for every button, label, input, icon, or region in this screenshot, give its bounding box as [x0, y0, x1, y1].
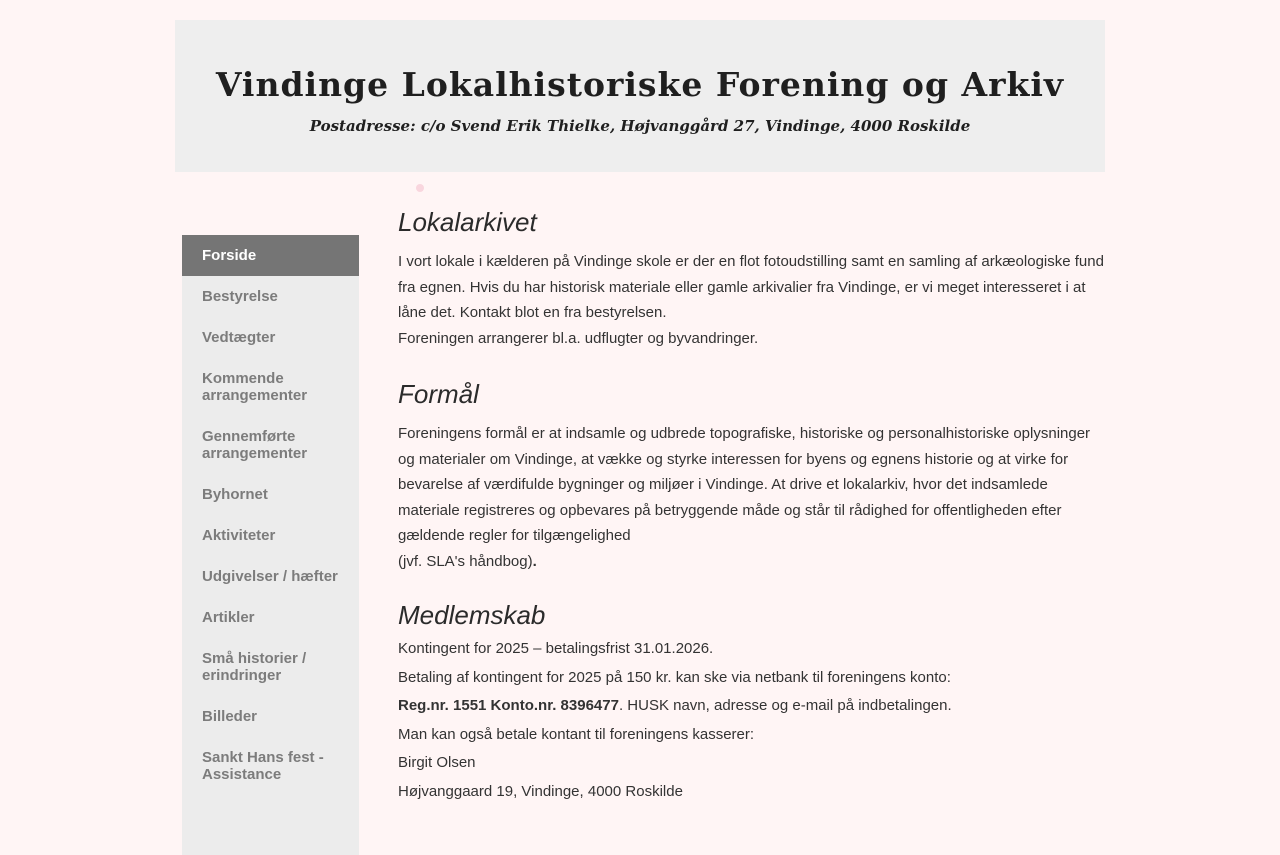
sidebar-item-kommende-arrangementer[interactable]: Kommende arrangementer: [202, 370, 308, 404]
paragraph: Foreningen arrangerer bl.a. udflugter og byvandringer.: [398, 329, 759, 347]
sidebar-item-artikler[interactable]: Artikler: [202, 609, 255, 626]
site-subtitle: Postadresse: c/o Svend Erik Thielke, Højvanggård 27, Vindinge, 4000 Roskilde: [309, 117, 971, 135]
treasurer-name: Birgit Olsen: [398, 754, 476, 771]
account-note: . HUSK navn, adresse og e-mail på indbetalingen.: [618, 697, 952, 714]
sidebar-item-billeder[interactable]: Billeder: [202, 708, 258, 725]
sidebar-item-bestyrelse[interactable]: Bestyrelse: [202, 288, 278, 305]
note-text: (jvf. SLA's håndbog): [398, 552, 533, 570]
membership-deadline-line: Kontingent for 2025 – betalingsfrist 31.01.2026.: [398, 640, 714, 657]
account-number: Reg.nr. 1551 Konto.nr. 8396477: [398, 697, 619, 714]
site-header: [175, 20, 1105, 172]
section-medlemskab: [398, 600, 1105, 804]
site-title: Vindinge Lokalhistoriske Forening og Arkiv: [215, 65, 1065, 104]
sidebar-item-gennemfoerte-arrangementer[interactable]: Gennemførte arrangementer: [202, 428, 308, 462]
membership-account-line: [398, 693, 1105, 719]
section-heading-medlemskab: Medlemskab: [398, 600, 546, 630]
paragraph: I vort lokale i kælderen på Vindinge skole er der en flot fotoudstilling samt en samling af arkæologiske fund fra egnen. Hvis du har historisk materiale eller gamle arkivalier fra Vindinge, er vi meget interesseret i at låne det. Kontakt blot en fra bestyrelsen.: [398, 253, 1104, 321]
sidebar-item-smaa-historier-erindringer[interactable]: Små historier / erindringer: [202, 650, 307, 684]
main-content: [398, 207, 1105, 807]
treasurer-address: Højvanggaard 19, Vindinge, 4000 Roskilde: [398, 782, 683, 800]
section-heading-lokalarkivet: Lokalarkivet: [398, 207, 537, 237]
paragraph: Foreningens formål er at indsamle og udbrede topografiske, historiske og personalhistoriske oplysninger og materialer om Vindinge, at vække og styrke interessen for byens og egnens historie og at virke for bevarelse af værdifulde bygninger og miljøer i Vindinge. At drive et lokalarkiv, hvor det indsamlede materiale registreres og opbevares på betryggende måde og står til rådighed for offentligheden efter gældende regler for tilgængelighed: [398, 425, 1091, 544]
sidebar-item-sankt-hans-fest[interactable]: Sankt Hans fest - Assistance: [202, 749, 324, 783]
sidebar-item-aktiviteter[interactable]: Aktiviteter: [202, 527, 276, 544]
sidebar-item-forside[interactable]: Forside: [182, 235, 359, 276]
sidebar-nav: [182, 235, 359, 855]
paragraph-note: [398, 549, 1105, 575]
section-heading-formaal: Formål: [398, 379, 479, 409]
sidebar-item-byhornet[interactable]: Byhornet: [202, 486, 268, 503]
membership-payment-line: Betaling af kontingent for 2025 på 150 kr. kan ske via netbank til foreningens konto:: [398, 668, 951, 686]
membership-cash-line: Man kan også betale kontant til foreningens kasserer:: [398, 725, 755, 743]
sidebar-item-vedtaegter[interactable]: Vedtægter: [202, 329, 276, 346]
section-lokalarkivet: [398, 207, 1105, 351]
section-formaal: [398, 379, 1105, 574]
decorative-dot: [416, 184, 424, 192]
sidebar-item-udgivelser-haefter[interactable]: Udgivelser / hæfter: [202, 568, 338, 585]
note-bold-period: .: [532, 552, 537, 570]
